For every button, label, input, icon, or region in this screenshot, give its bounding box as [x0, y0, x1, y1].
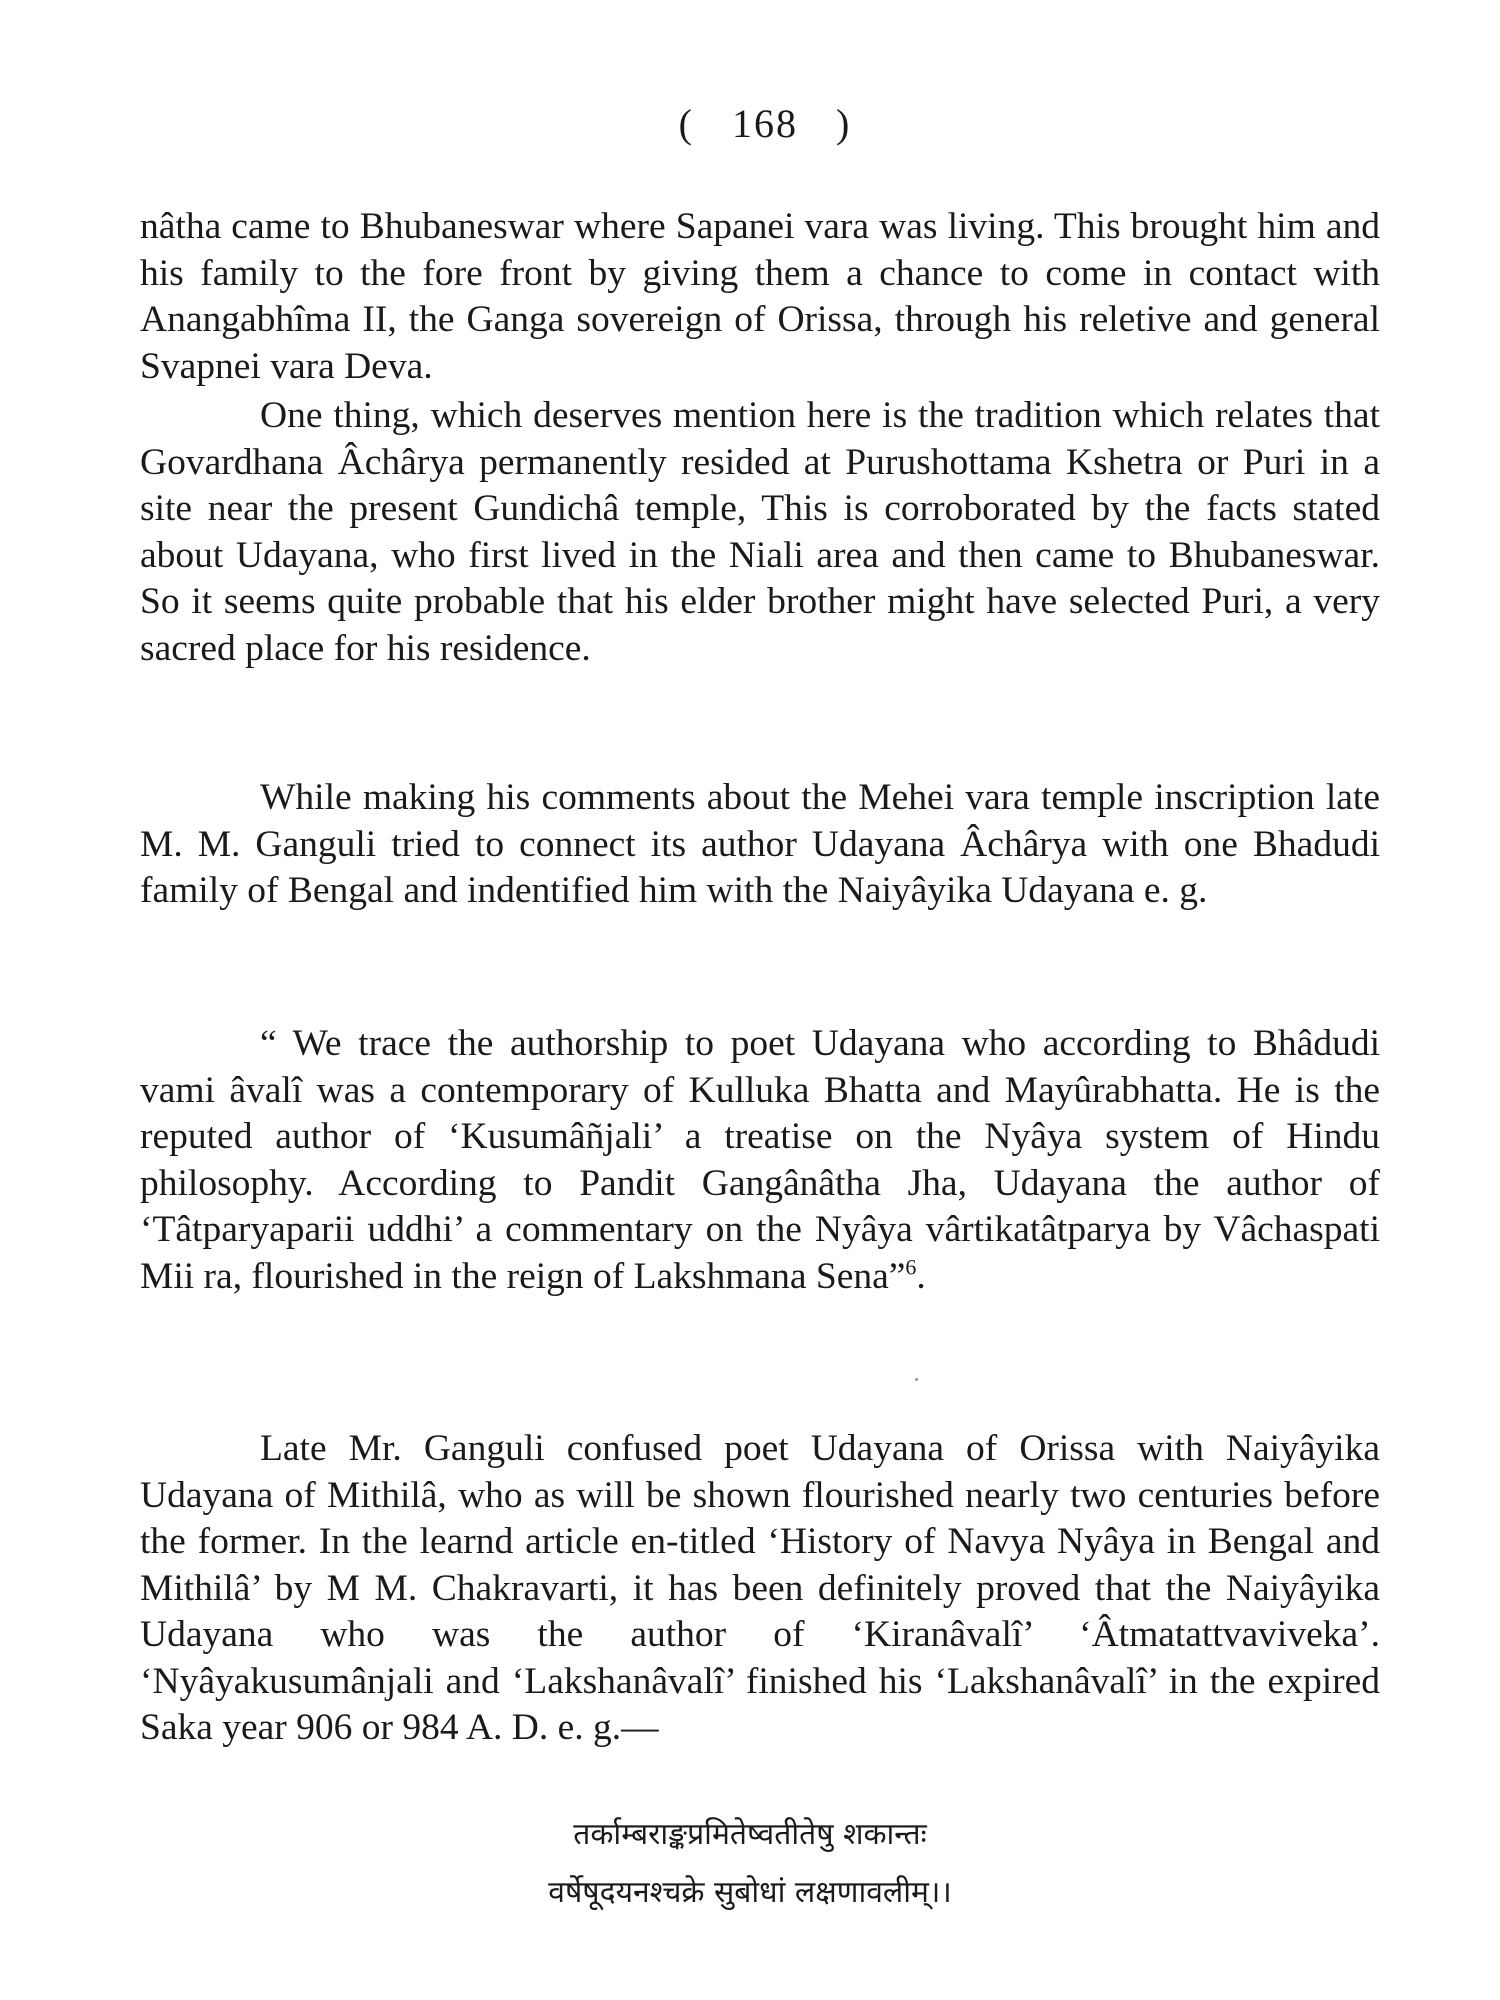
open-paren: ( — [678, 101, 694, 146]
sanskrit-verse-line-2: वर्षेषूदयनश्चक्रे सुबोधां लक्षणावलीम्।। — [548, 1875, 952, 1910]
print-speck — [915, 1378, 918, 1381]
page-number — [0, 100, 1500, 147]
paragraph-text: One thing, which deserves mention here is the tradition which relates that Govardhana Âchârya permanently resided at Purushottama Kshetra or Puri in a site near the present Gundichâ temple, This is corroborated by the facts stated about Udayana, who first lived in the Niali area and then came to Bhubaneswar. So it seems quite probable that his elder brother might have selected Puri, a very sacred place for his residence. — [140, 395, 1380, 669]
page-number-value: 168 — [732, 101, 798, 146]
paragraph-govardhana — [140, 393, 1380, 672]
footnote-marker: 6 — [905, 1254, 917, 1279]
quotation-block — [140, 1021, 1380, 1300]
close-paren: ) — [836, 101, 852, 146]
paragraph-continuation — [140, 204, 1380, 390]
paragraph-ganguli-confusion — [140, 1426, 1380, 1752]
paragraph-quotation — [140, 1021, 1380, 1300]
quotation-text: “ We trace the authorship to poet Udayana who according to Bhâdudi vami âvalî was a contemporary of Kulluka Bhatta and Mayûrabhatta. He is the reputed author of ‘Kusumâñjali’ a treatise on the Nyâya system of Hindu philosophy. According to Pandit Gangânâtha Jha, Udayana the author of ‘Tâtparyaparii uddhi’ a commentary on the Nyâya vârtikatâtparya by Vâchaspati Mii ra, flourished in the reign of Lakshmana Sena” — [140, 1023, 1380, 1297]
sanskrit-verse-line-1: तर्काम्बराङ्कप्रमितेष्वतीतेषु शकान्तः — [573, 1817, 927, 1852]
paragraph-text: Late Mr. Ganguli confused poet Udayana of Orissa with Naiyâyika Udayana of Mithilâ, who as will be shown flourished nearly two centuries before the former. In the learnd article en-titled ‘History of Navya Nyâya in Bengal and Mithilâ’ by M M. Chakravarti, it has been definitely proved that the Naiyâyika Udayana who was the author of ‘Kiranâvalî’ ‘Âtmatattvaviveka’. ‘Nyâyakusumânjali and ‘Lakshanâvalî’ finished his ‘Lakshanâvalî’ in the expired Saka year 906 or 984 A. D. e. g.— — [140, 1428, 1380, 1748]
paragraph-text: nâtha came to Bhubaneswar where Sapanei vara was living. This brought him and his family to the fore front by giving them a chance to come in contact with Anangabhîma II, the Ganga sovereign of Orissa, through his reletive and general Svapnei vara Deva. — [140, 206, 1380, 387]
paragraph-ganguli-comment — [140, 775, 1380, 915]
quotation-end: . — [916, 1255, 926, 1297]
paragraph-text: While making his comments about the Mehei vara temple inscription late M. M. Ganguli tried to connect its author Udayana Âchârya with one Bhadudi family of Bengal and indentified him with the Naiyâyika Udayana e. g. — [140, 777, 1380, 911]
